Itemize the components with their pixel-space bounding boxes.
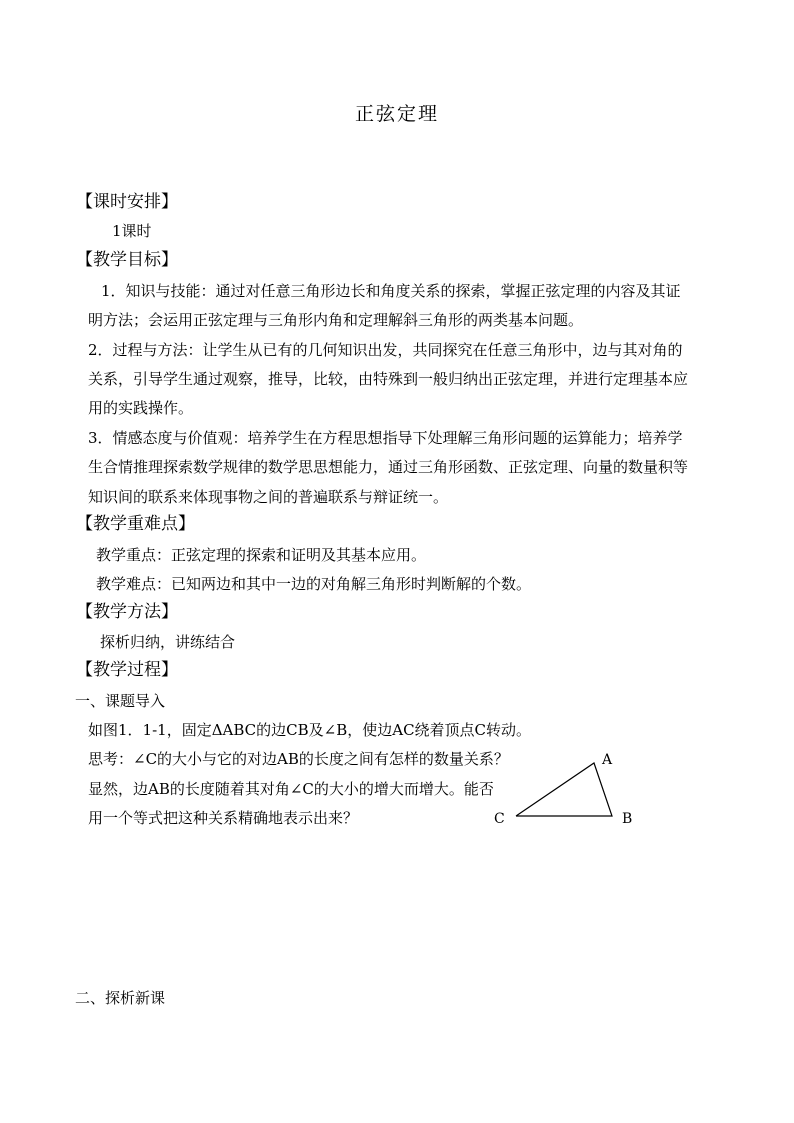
keypoints-heading: 【教学重难点】 <box>76 514 195 534</box>
schedule-content: 1课时 <box>112 222 152 240</box>
page-title: 正弦定理 <box>354 103 439 125</box>
methods-heading: 【教学方法】 <box>76 602 178 622</box>
part1-line-3: 显然，边AB的长度随着其对角∠C的大小的增大而增大。能否 <box>88 780 494 798</box>
process-heading: 【教学过程】 <box>76 660 178 680</box>
schedule-heading: 【课时安排】 <box>76 192 178 212</box>
objective-3-line-2: 生合情推理探索数学规律的数学思思想能力，通过三角形函数、正弦定理、向量的数量积等 <box>88 458 689 476</box>
objectives-heading: 【教学目标】 <box>76 250 178 270</box>
part1-line-1: 如图1．1-1，固定ΔABC的边CB及∠B，使边AC绕着顶点C转动。 <box>88 721 532 739</box>
part1-line-2: 思考：∠C的大小与它的对边AB的长度之间有怎样的数量关系？ <box>88 750 509 768</box>
objective-1-line-2: 明方法；会运用正弦定理与三角形内角和定理解斜三角形的两类基本问题。 <box>88 311 584 329</box>
objective-3-line-3: 知识间的联系来体现事物之间的普遍联系与辩证统一。 <box>88 488 449 506</box>
objective-1-line-1: 1．知识与技能：通过对任意三角形边长和角度关系的探索，掌握正弦定理的内容及其证 <box>101 282 681 300</box>
objective-2-line-1: 2．过程与方法：让学生从已有的几何知识出发，共同探究在任意三角形中，边与其对角的 <box>88 341 683 359</box>
part2-heading: 二、探析新课 <box>75 989 166 1007</box>
objective-2-line-2: 关系，引导学生通过观察，推导，比较，由特殊到一般归纳出正弦定理，并进行定理基本应 <box>88 370 689 388</box>
triangle-figure <box>512 760 616 820</box>
part1-line-4: 用一个等式把这种关系精确地表示出来？ <box>88 809 359 827</box>
key-focus: 教学重点：正弦定理的探索和证明及其基本应用。 <box>96 546 427 564</box>
part1-heading: 一、课题导入 <box>75 692 166 710</box>
vertex-a-label: A <box>602 752 613 768</box>
vertex-c-label: C <box>494 811 505 827</box>
methods-content: 探析归纳，讲练结合 <box>100 633 236 651</box>
objective-3-line-1: 3．情感态度与价值观：培养学生在方程思想指导下处理解三角形问题的运算能力；培养学 <box>88 429 683 447</box>
vertex-b-label: B <box>622 811 633 827</box>
key-difficulty: 教学难点：已知两边和其中一边的对角解三角形时判断解的个数。 <box>96 575 532 593</box>
objective-2-line-3: 用的实践操作。 <box>88 399 194 417</box>
triangle-outline <box>516 763 612 816</box>
